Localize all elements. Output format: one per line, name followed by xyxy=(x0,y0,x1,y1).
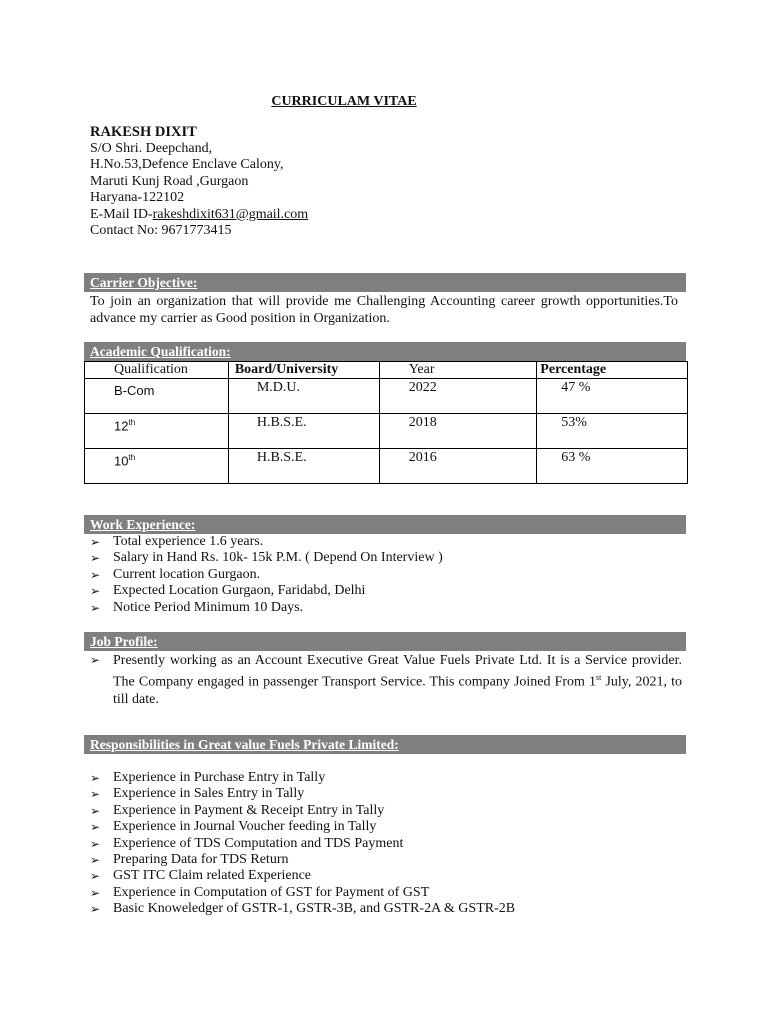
column-header: Board/University xyxy=(228,362,379,379)
year-cell: 2018 xyxy=(408,415,437,430)
percentage-cell: 63 % xyxy=(561,450,591,465)
list-item: ➢ Experience in Computation of GST for Payment of GST xyxy=(90,884,430,900)
work-list xyxy=(90,534,443,616)
board-cell: H.B.S.E. xyxy=(256,415,307,430)
list-item: ➢ Expected Location Gurgaon, Faridabd, Delhi xyxy=(90,583,366,599)
academic-table xyxy=(84,361,688,484)
list-item: ➢ Experience in Sales Entry in Tally xyxy=(90,786,305,802)
qualification-cell: 10th xyxy=(114,453,136,469)
section-heading-job: Job Profile: xyxy=(84,632,686,651)
arrow-bullet-icon: ➢ xyxy=(90,771,101,785)
arrow-bullet-icon: ➢ xyxy=(90,551,101,566)
board-cell: M.D.U. xyxy=(256,380,301,395)
arrow-bullet-icon: ➢ xyxy=(90,787,101,802)
table-row xyxy=(85,449,688,484)
list-item: ➢ Experience in Purchase Entry in Tally xyxy=(90,770,326,785)
column-header: Qualification xyxy=(85,362,229,379)
arrow-bullet-icon: ➢ xyxy=(90,653,101,667)
list-item: ➢ Total experience 1.6 years. xyxy=(90,534,264,549)
list-item: ➢ Experience in Payment & Receipt Entry in Tally xyxy=(90,802,385,818)
arrow-bullet-icon: ➢ xyxy=(90,803,101,818)
candidate-name: RAKESH DIXIT xyxy=(90,124,197,140)
list-item: ➢ Preparing Data for TDS Return xyxy=(90,852,289,868)
arrow-bullet-icon: ➢ xyxy=(90,853,101,868)
arrow-bullet-icon: ➢ xyxy=(90,584,101,599)
list-item: ➢ Experience in Journal Voucher feeding in Tally xyxy=(90,819,377,835)
table-row xyxy=(85,379,688,414)
section-heading-responsibilities: Responsibilities in Great value Fuels Private Limited: xyxy=(84,735,686,754)
arrow-bullet-icon: ➢ xyxy=(90,836,101,851)
table-row xyxy=(85,414,688,449)
section-heading-work: Work Experience: xyxy=(84,515,686,534)
document-title: CURRICULAM VITAE xyxy=(271,94,417,109)
year-cell: 2022 xyxy=(408,380,437,395)
table-header-row xyxy=(85,362,688,379)
email-line xyxy=(90,207,308,224)
qualification-cell: B-Com xyxy=(114,383,155,398)
column-header: Percentage xyxy=(537,362,688,379)
email-link[interactable]: rakeshdixit631@gmail.com xyxy=(152,206,309,222)
address-line: Maruti Kunj Road ,Gurgaon xyxy=(90,173,249,189)
address-line: Haryana-122102 xyxy=(90,190,185,205)
arrow-bullet-icon: ➢ xyxy=(90,902,101,917)
arrow-bullet-icon: ➢ xyxy=(90,567,101,582)
list-item: ➢ Experience of TDS Computation and TDS Payment xyxy=(90,835,404,851)
column-header: Year xyxy=(379,362,537,379)
arrow-bullet-icon: ➢ xyxy=(90,600,101,615)
section-heading-objective: Carrier Objective: xyxy=(84,273,686,292)
arrow-bullet-icon: ➢ xyxy=(90,535,101,549)
contact-header xyxy=(90,124,308,240)
board-cell: H.B.S.E. xyxy=(256,450,307,465)
list-item: ➢ GST ITC Claim related Experience xyxy=(90,868,312,884)
qualification-cell: 12th xyxy=(114,418,136,434)
list-item: ➢ Notice Period Minimum 10 Days. xyxy=(90,599,304,615)
objective-text: To join an organization that will provide me Challenging Accounting career growth opportunities.To advance my carrier as Good position in Organization. xyxy=(90,294,678,326)
year-cell: 2016 xyxy=(408,450,437,465)
contact-number: Contact No: 9671773415 xyxy=(90,223,232,238)
section-heading-academic: Academic Qualification: xyxy=(84,342,686,361)
list-item: ➢ Basic Knoweledger of GSTR-1, GSTR-3B, and GSTR-2A & GSTR-2B xyxy=(90,901,516,917)
arrow-bullet-icon: ➢ xyxy=(90,885,101,900)
percentage-cell: 53% xyxy=(561,415,587,430)
list-item: ➢ Current location Gurgaon. xyxy=(90,566,261,582)
address-line: H.No.53,Defence Enclave Calony, xyxy=(90,157,284,172)
address-line: S/O Shri. Deepchand, xyxy=(90,140,213,156)
email-label: E-Mail ID- xyxy=(90,206,153,222)
arrow-bullet-icon: ➢ xyxy=(90,869,101,884)
percentage-cell: 47 % xyxy=(561,380,591,395)
responsibilities-list xyxy=(90,770,515,918)
job-profile-text: ➢ Presently working as an Account Executive Great Value Fuels Private Ltd. It is a Service provider. The Company engaged in passenger Transport Service. This company Joined From 1st July, 2021, to till date. xyxy=(90,653,682,707)
list-item: ➢ Salary in Hand Rs. 10k- 15k P.M. ( Depend On Interview ) xyxy=(90,550,443,566)
arrow-bullet-icon: ➢ xyxy=(90,820,101,835)
